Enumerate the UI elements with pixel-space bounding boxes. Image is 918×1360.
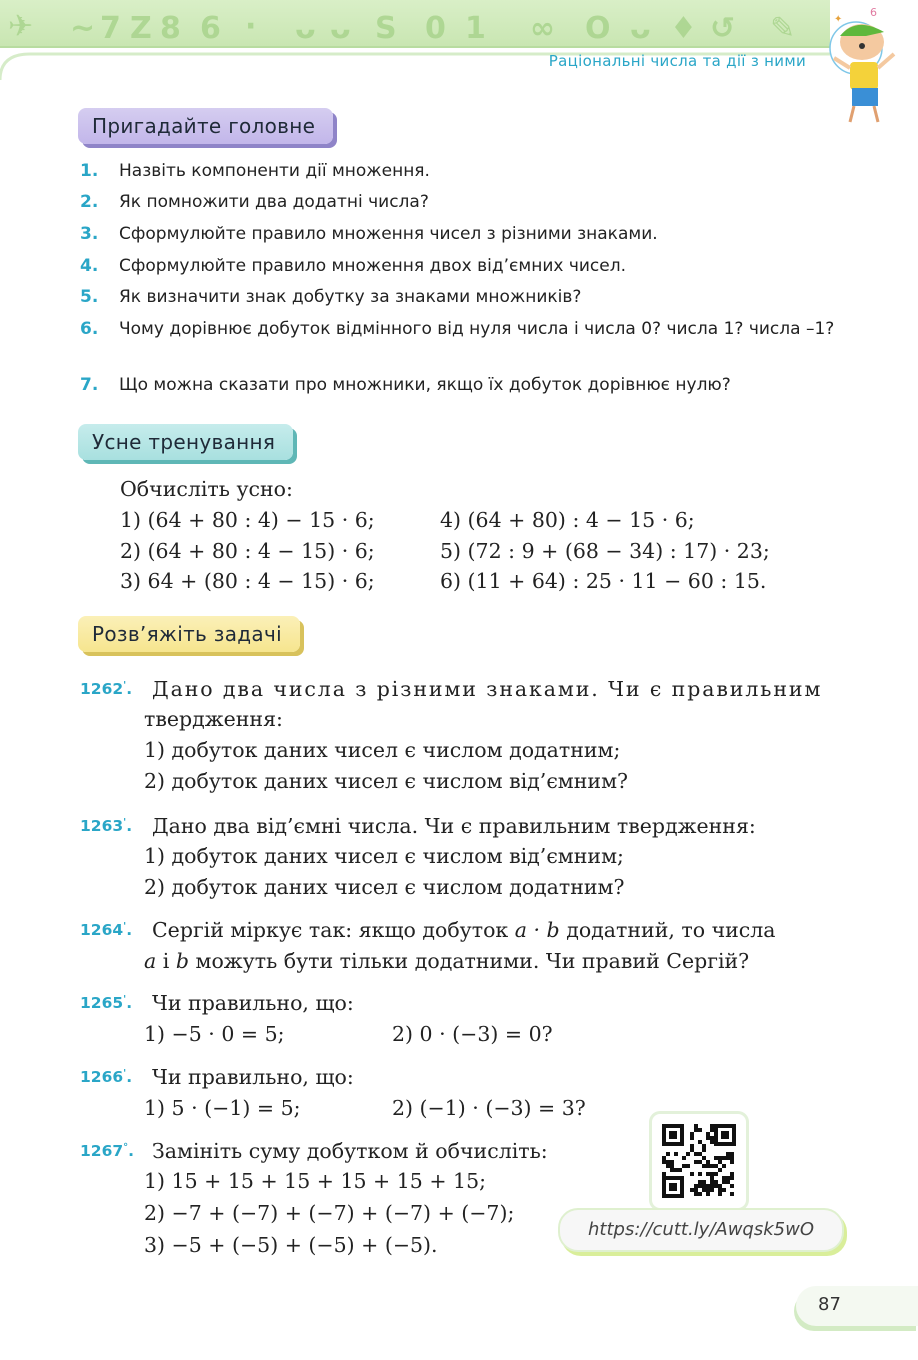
question-number: 4. [80,256,99,276]
math-symbols-pattern [0,0,830,46]
problem-number: 1267°. [80,1142,135,1161]
question-text: Сформулюйте правило множення двох від’ємних чисел. [119,256,626,276]
svg-text:~: ~ [70,11,96,46]
section-recall-label: Пригадайте головне [78,108,333,144]
mascot-illustration [826,2,918,126]
oral-expression: 3) 64 + (80 : 4 − 15) · 6; [120,569,375,593]
question-text: Що можна сказати про множники, якщо їх добуток дорівнює нулю? [119,375,731,395]
svg-text:6: 6 [870,6,877,19]
question-item [80,158,860,184]
oral-expression: 6) (11 + 64) : 25 · 11 − 60 : 15. [440,569,767,593]
svg-text:6: 6 [200,11,221,46]
question-number: 6. [80,319,99,339]
problem-number: 1266'. [80,1068,133,1087]
problem-text: 1) −5 · 0 = 5; [144,1022,285,1046]
problem-text: Дано два числа з різними знаками. Чи є правильним [152,677,823,701]
oral-intro: Обчисліть усно: [120,477,293,501]
question-text: Сформулюйте правило множення чисел з різними знаками. [119,224,658,244]
question-number: 2. [80,192,99,212]
svg-text:✈: ✈ [8,9,34,44]
svg-text:1: 1 [465,11,486,46]
question-text: Як помножити два додатні числа? [119,192,429,212]
oral-expression: 2) (64 + 80 : 4 − 15) · 6; [120,539,375,563]
question-item [80,316,860,342]
question-text: Назвіть компоненти дії множення. [119,161,430,181]
problem-text: 2) добуток даних чисел є числом додатним? [144,875,625,899]
problem-number: 1263'. [80,817,133,836]
problem-text: Сергій міркує так: якщо добуток a · b додатний, то числа [152,918,776,942]
svg-text:ᴗ: ᴗ [295,11,316,46]
svg-text:8: 8 [160,11,181,46]
question-number: 1. [80,161,99,181]
problem-text: 3) −5 + (−5) + (−5) + (−5). [144,1233,438,1257]
question-text: Як визначити знак добутку за знаками множників? [119,287,582,307]
problem-text: Замініть суму добутком й обчисліть: [152,1139,548,1163]
problem-text: 1) 15 + 15 + 15 + 15 + 15 + 15; [144,1169,487,1193]
chapter-title: Раціональні числа та дії з ними [548,52,806,70]
question-number: 3. [80,224,99,244]
page-number: 87 [818,1294,841,1315]
problem-text: 2) −7 + (−7) + (−7) + (−7) + (−7); [144,1201,515,1225]
problem-text: 2) (−1) · (−3) = 3? [392,1096,586,1120]
problem-text: 1) добуток даних чисел є числом від’ємним; [144,844,624,868]
svg-text:∞: ∞ [530,11,555,46]
problem-text: Дано два від’ємні числа. Чи є правильним твердження: [152,814,756,838]
svg-text:·: · [245,9,257,44]
page-number-tab [796,1286,918,1326]
question-text: Чому дорівнює добуток відмінного від нуля числа і числа 0? числа 1? числа –1? [119,319,835,339]
question-item [80,372,860,398]
svg-text:7: 7 [100,11,121,46]
question-item [80,221,860,247]
svg-text:S: S [375,11,397,46]
oral-expression: 5) (72 : 9 + (68 − 34) : 17) · 23; [440,539,770,563]
svg-text:♦: ♦ [670,11,697,46]
problem-text: a і b можуть бути тільки додатними. Чи правий Сергій? [144,949,750,973]
question-item [80,253,860,279]
svg-text:Z: Z [130,11,152,46]
question-item [80,284,860,310]
svg-text:ᴗ: ᴗ [630,11,651,46]
problem-number: 1262'. [80,680,133,699]
section-problems-label: Розв’яжіть задачі [78,616,300,652]
qr-code[interactable] [652,1114,746,1208]
problem-text: Чи правильно, що: [152,991,354,1015]
svg-text:✦: ✦ [834,14,843,25]
oral-expression: 4) (64 + 80) : 4 − 15 · 6; [440,508,695,532]
oral-expression: 1) (64 + 80 : 4) − 15 · 6; [120,508,375,532]
svg-text:O: O [585,11,611,46]
resource-link[interactable]: https://cutt.ly/Awqsk5wO [558,1208,844,1252]
question-item [80,189,860,215]
problem-text: 2) 0 · (−3) = 0? [392,1022,553,1046]
svg-text:↺: ↺ [710,11,736,46]
svg-text:ᴗ: ᴗ [330,11,351,46]
problem-text: 2) добуток даних чисел є числом від’ємним? [144,769,629,793]
problem-text: 1) добуток даних чисел є числом додатним; [144,738,621,762]
problem-number: 1264'. [80,921,133,940]
svg-text:✎: ✎ [770,11,796,46]
problem-text: 1) 5 · (−1) = 5; [144,1096,301,1120]
problem-number: 1265'. [80,994,133,1013]
header-band [0,0,830,48]
svg-text:0: 0 [425,11,446,46]
qr-code-image [652,1114,746,1208]
problem-text: Чи правильно, що: [152,1065,354,1089]
section-oral-label: Усне тренування [78,424,293,460]
question-number: 7. [80,375,99,395]
problem-text: твердження: [144,707,283,731]
question-number: 5. [80,287,99,307]
